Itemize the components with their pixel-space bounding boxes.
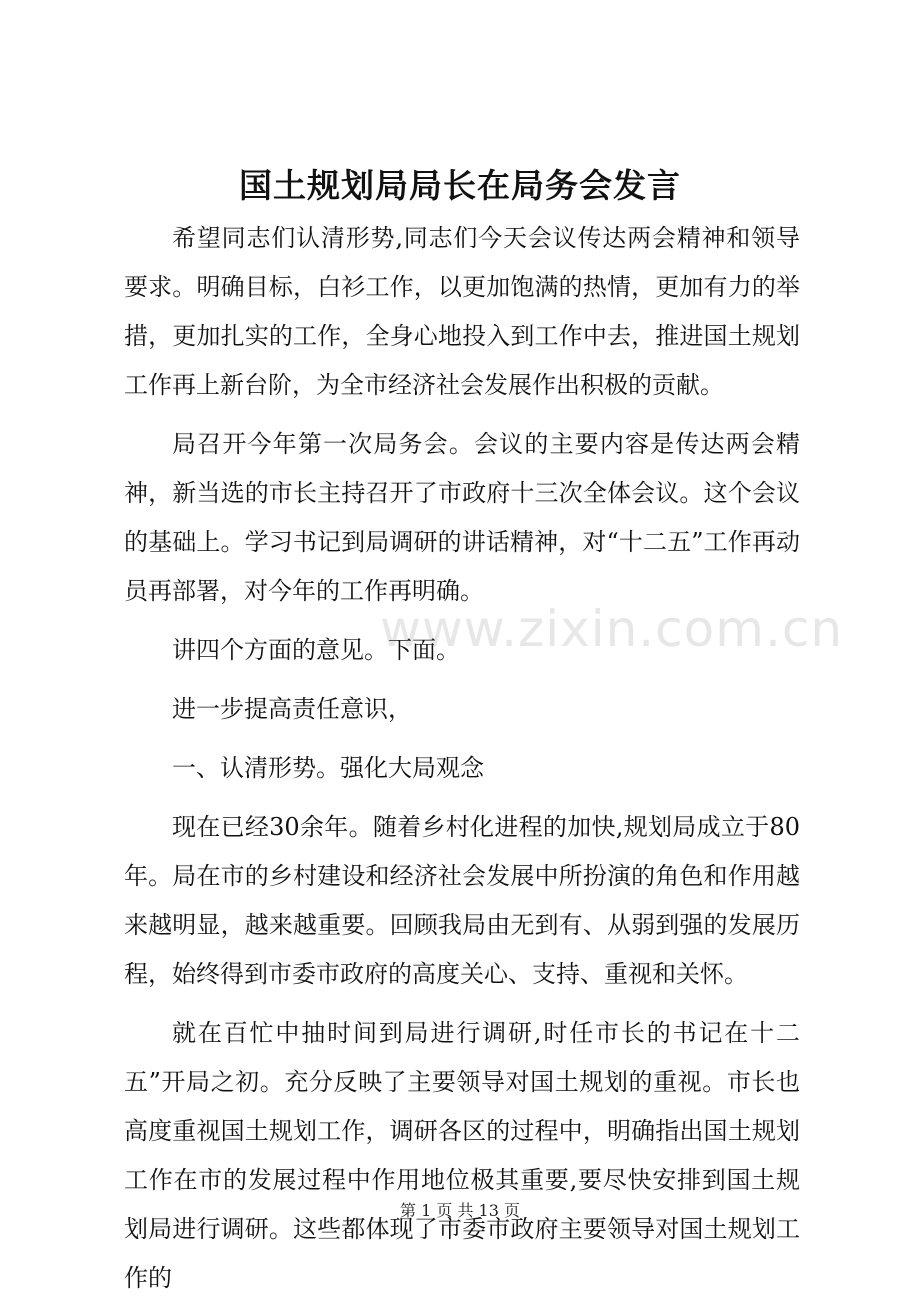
page-footer: 第 1 页 共 13 页 [400, 1201, 520, 1220]
paragraph-6: 现在已经30余年。随着乡村化进程的加快,规划局成立于80年。局在市的乡村建设和经济社会发展中所扮演的角色和作用越来越明显，越来越重要。回顾我局由无到有、从弱到强的发展历程，始终得到市委市政府的高度关心、支持、重视和关怀。 [124, 813, 800, 988]
paragraph-1: 希望同志们认清形势,同志们今天会议传达两会精神和领导要求。明确目标，白衫工作，以更加饱满的热情，更加有力的举措，更加扎实的工作，全身心地投入到工作中去，推进国土规划工作再上新台阶，为全市经济社会发展作出积极的贡献。 [124, 224, 800, 399]
paragraph-3: 讲四个方面的意见。下面。 [172, 636, 460, 664]
paragraph-4: 进一步提高责任意识， [172, 695, 412, 723]
paragraph-2: 局召开今年第一次局务会。会议的主要内容是传达两会精神，新当选的市长主持召开了市政府十三次全体会议。这个会议的基础上。学习书记到局调研的讲话精神，对“十二五”工作再动员再部署，对今年的工作再明确。 [124, 430, 800, 605]
paragraph-7: 就在百忙中抽时间到局进行调研,时任市长的书记在十二五”开局之初。充分反映了主要领导对国土规划的重视。市长也高度重视国土规划工作，调研各区的过程中，明确指出国土规划工作在市的发展过程中作用地位极其重要,要尽快安排到国土规划局进行调研。这些都体现了市委市政府主要领导对国土规划工作的 [124, 1019, 800, 1292]
paragraph-5: 一、认清形势。强化大局观念 [172, 754, 484, 782]
document-title: 国土规划局局长在局务会发言 [239, 166, 681, 205]
document-body [124, 214, 800, 1303]
watermark: www.zixin.com.cn [380, 600, 844, 658]
